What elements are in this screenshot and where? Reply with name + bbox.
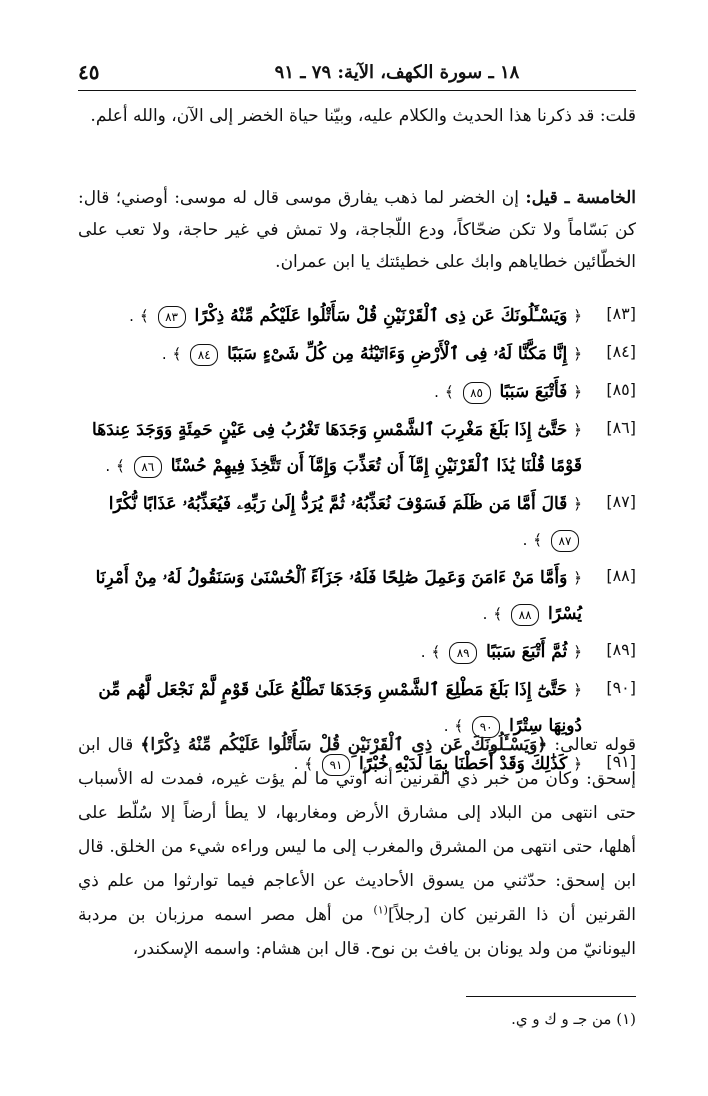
verse-line [78,374,636,410]
verse-line [78,298,636,334]
verse-text [78,374,582,410]
verse-arabic: حَتَّىٰٓ إِذَا بَلَغَ مَطْلِعَ ٱلشَّمْسِ وَجَدَهَا تَطْلُعُ عَلَىٰ قَوْمٍ لَّمْ نَجْعَل لَّهُم مِّن دُونِهَا سِتْرًا [98,680,582,736]
verse-end-period: . [443,717,449,735]
paragraph-commentary-1 [78,100,636,132]
verse-line [78,560,636,632]
verse-end-period: . [129,307,134,325]
verse-arabic: كَذَٰلِكَ وَقَدْ أَحَطْنَا بِمَا لَدَيْهِ خُبْرًا [358,754,568,774]
ornate-bracket-close: ﴾ [493,605,503,623]
verse-text [78,486,582,558]
verse-line [78,634,636,670]
verse-arabic: قَالَ أَمَّا مَن ظَلَمَ فَسَوْفَ نُعَذِّبُهُۥ ثُمَّ يُرَدُّ إِلَىٰ رَبِّهِۦ فَيُعَذِّبُهُۥ عَذَابًا نُّكْرًا [108,494,568,514]
paragraph-commentary-3 [78,728,636,966]
verse-line [78,412,636,484]
verse-number: [٨٦] [606,418,636,437]
ornate-bracket-open: ﴿ [573,643,582,661]
ayah-end-marker: ٨٦ [134,456,162,478]
ornate-bracket-close: ﴾ [139,307,149,325]
verse-end-period: . [293,755,299,773]
ornate-bracket-open: ﴿ [573,495,582,513]
verse-end-period: . [522,531,528,549]
verse-number: [٨٣] [606,304,636,323]
ornate-bracket-open: ﴿ [573,421,582,439]
quoted-verse: ﴿وَيَسْـَٔلُونَكَ عَن ذِى ٱلْقَرْنَيْنِ قُلْ سَأَتْلُوا عَلَيْكُم مِّنْهُ ذِكْرًا﴾ [140,735,548,755]
paragraph-text: إن الخضر لما ذهب يفارق موسى قال له موسى: أوصني؛ قال: كن بَسّاماً ولا تكن ضحّاكاً، ودع اللّجاجة، ولا تمش في غير حاجة، ولا تعب على الخطّائين خطاياهم وابك على خطيئتك يا ابن عمران. [78,188,636,272]
ornate-bracket-open: ﴿ [573,569,582,587]
verse-arabic: حَتَّىٰٓ إِذَا بَلَغَ مَغْرِبَ ٱلشَّمْسِ وَجَدَهَا تَغْرُبُ فِى عَيْنٍ حَمِئَةٍ وَوَجَدَ عِندَهَا قَوْمًا قُلْنَا يَٰذَا ٱلْقَرْنَيْنِ إِمَّآ أَن تُعَذِّبَ وَإِمَّآ أَن تَتَّخِذَ فِيهِمْ حُسْنًا [92,420,582,476]
ayah-end-marker: ٨٥ [463,382,491,404]
header-title: ١٨ ـ سورة الكهف، الآية: ٧٩ ـ ٩١ [274,62,520,83]
ayah-end-marker: ٨٨ [511,604,539,626]
verse-end-period: . [420,643,426,661]
ornate-bracket-close: ﴾ [116,457,125,475]
ornate-bracket-close: ﴾ [431,643,441,661]
ornate-bracket-close: ﴾ [304,755,314,773]
verse-number: [٨٨] [606,566,636,585]
ornate-bracket-open: ﴿ [573,383,582,401]
verse-arabic: وَيَسْـَٔلُونَكَ عَن ذِى ٱلْقَرْنَيْنِ قُلْ سَأَتْلُوا عَلَيْكُم مِّنْهُ ذِكْرًا [194,306,568,326]
ayah-end-marker: ٨٤ [190,344,218,366]
verse-text [78,412,582,484]
verse-number: [٩١] [606,752,636,771]
paragraph-text: قال ابن إسحق: وكان من خبر ذي القرنين أنه أوتي ما لم يؤت غيره، فمدت له الأسباب حتى انتهى من البلاد إلى مشارق الأرض ومغاربها، لا يطأ أرضاً إلا سُلّط على أهلها، حتى انتهى من المشرق والمغرب إلى ما ليس وراءه شيء من الخلق. قال ابن إسحق: حدّثني من يسوق الأحاديث عن الأعاجم فيما توارثوا من علم ذي القرنين أن ذا القرنين كان [رجلاً] [78,735,636,925]
verse-number: [٩٠] [606,678,636,697]
paragraph-text: قلت: قد ذكرنا هذا الحديث والكلام عليه، وبيّنا حياة الخضر إلى الآن، والله أعلم. [90,106,636,126]
ornate-bracket-open: ﴿ [573,345,582,363]
verse-number: [٨٩] [606,640,636,659]
ayah-end-marker: ٩١ [322,754,350,776]
running-header [78,62,636,91]
ornate-bracket-close: ﴾ [533,531,543,549]
verse-text [78,336,582,372]
verse-end-period: . [105,457,111,475]
footnote-divider [466,996,636,997]
verse-number: [٨٥] [606,380,636,399]
verse-text [78,634,582,670]
verse-number: [٨٧] [606,492,636,511]
ayah-end-marker: ٩٠ [472,716,500,738]
verse-line [78,486,636,558]
verse-text [78,298,582,334]
ayah-end-marker: ٨٣ [158,306,186,328]
verse-arabic: ثُمَّ أَتْبَعَ سَبَبًا [486,642,568,662]
ornate-bracket-close: ﴾ [454,717,464,735]
ornate-bracket-close: ﴾ [444,383,454,401]
verse-text [78,560,582,632]
paragraph-lead: الخامسة ـ قيل: [525,188,636,208]
ornate-bracket-open: ﴿ [573,755,582,773]
paragraph-text-continued: من أهل مصر اسمه مرزبان بن مردبة اليونانيّ من ولد يونان بن يافث بن نوح. قال ابن هشام: واسمه الإسكندر، [78,905,636,959]
verse-end-period: . [434,383,439,401]
ayah-end-marker: ٨٧ [551,530,579,552]
footnote-marker: (١) [373,903,388,917]
verse-arabic: إِنَّا مَكَّنَّا لَهُۥ فِى ٱلْأَرْضِ وَءَاتَيْنَٰهُ مِن كُلِّ شَىْءٍ سَبَبًا [227,344,568,364]
ornate-bracket-open: ﴿ [573,307,582,325]
verse-end-period: . [161,345,167,363]
ornate-bracket-open: ﴿ [573,681,582,699]
paragraph-intro: قوله تعالى: [547,735,636,755]
ornate-bracket-close: ﴾ [172,345,182,363]
footnote: (١) من جـ و ك و ي. [511,1010,636,1028]
paragraph-commentary-2 [78,182,636,278]
ayah-end-marker: ٨٩ [449,642,477,664]
page-number: ٤٥ [78,60,100,84]
verse-end-period: . [482,605,488,623]
verse-number: [٨٤] [606,342,636,361]
verse-list [78,298,636,784]
verse-arabic: وَأَمَّا مَنْ ءَامَنَ وَعَمِلَ صَٰلِحًا فَلَهُۥ جَزَآءً ٱلْحُسْنَىٰ وَسَنَقُولُ لَهُۥ مِنْ أَمْرِنَا يُسْرًا [95,568,582,624]
verse-line [78,336,636,372]
verse-arabic: فَأَتْبَعَ سَبَبًا [499,382,568,402]
